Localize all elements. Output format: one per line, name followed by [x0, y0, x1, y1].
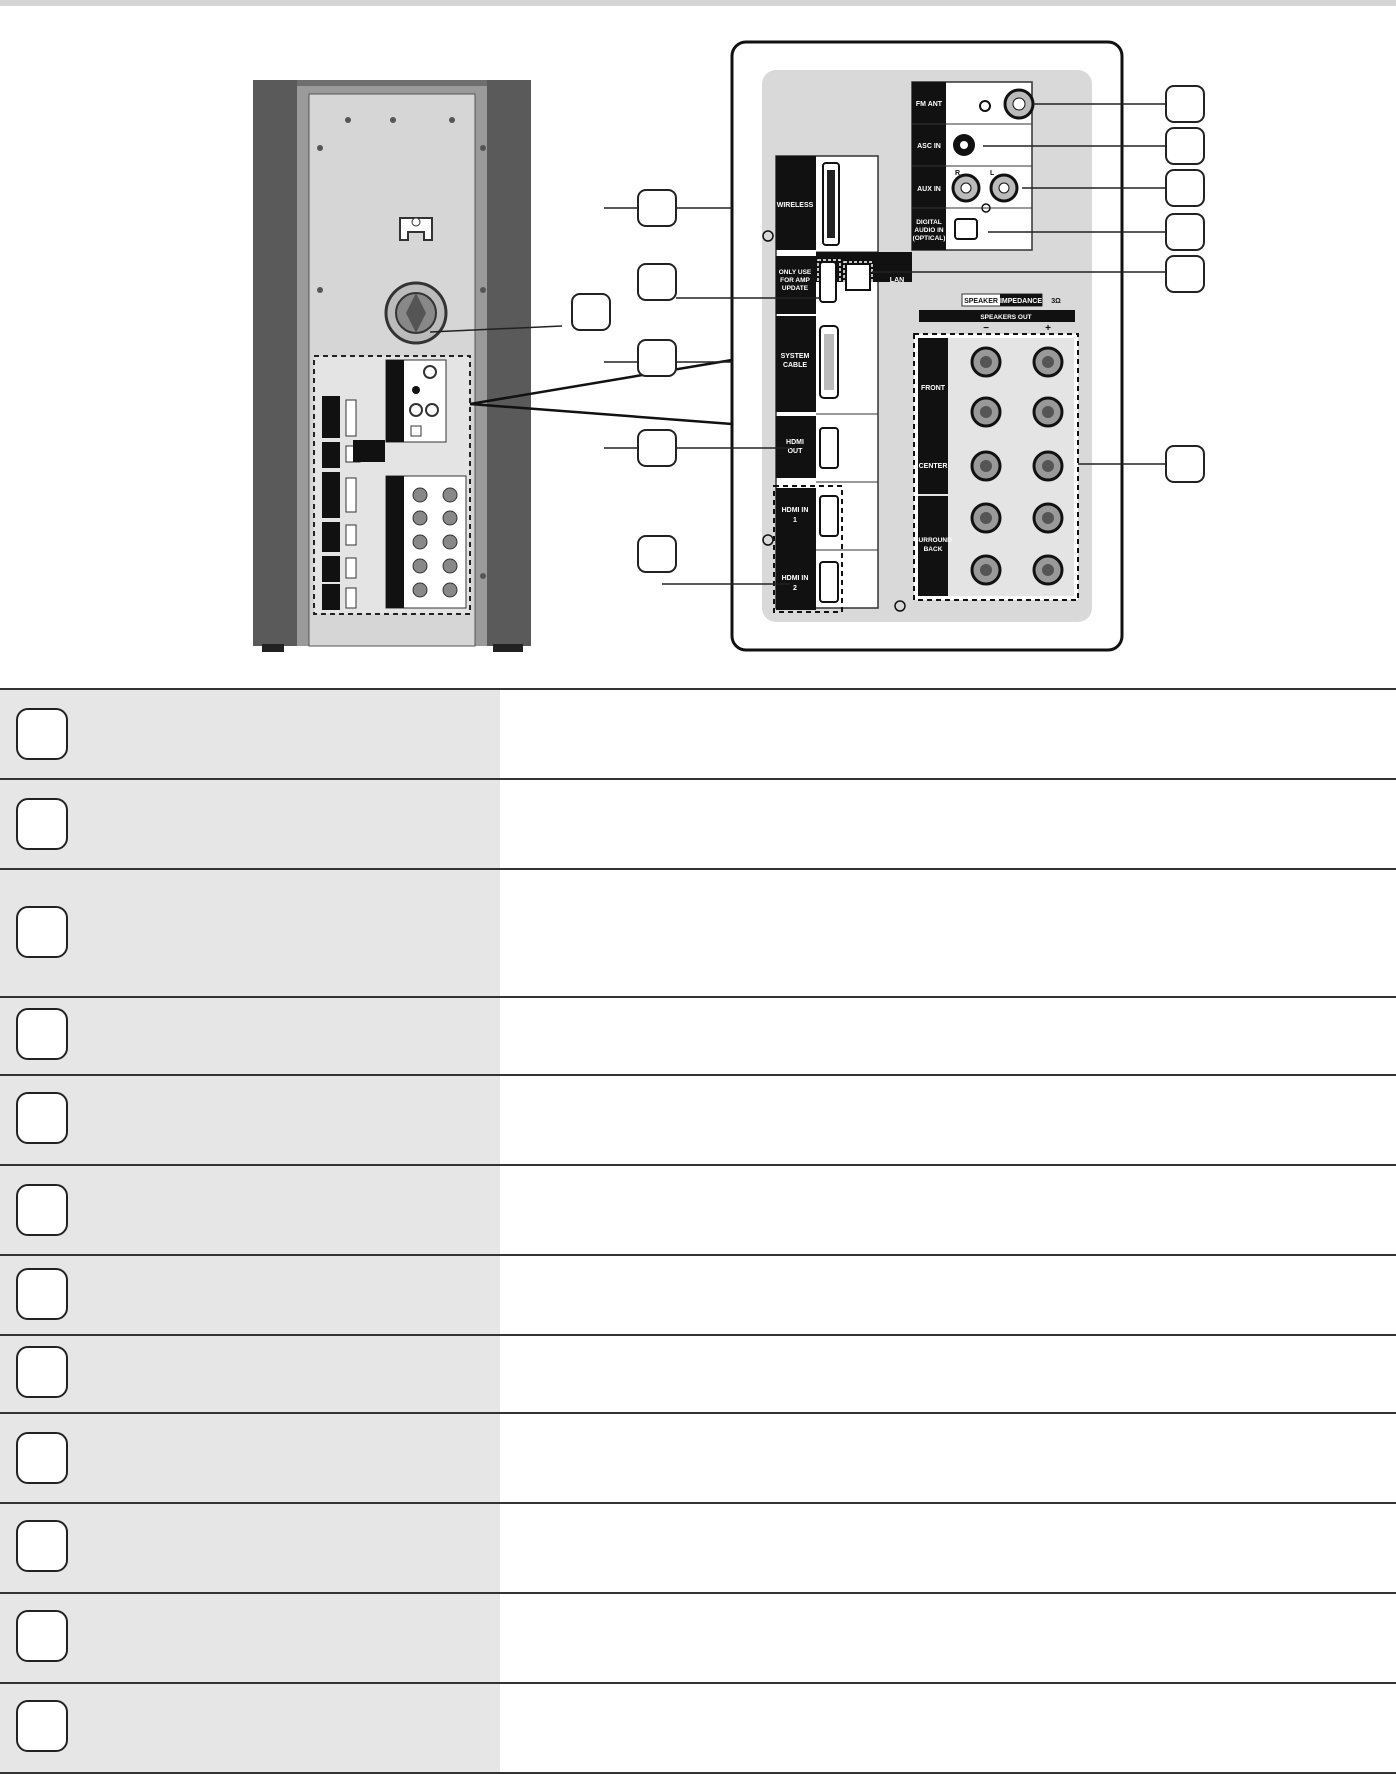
row-description-cell: [500, 870, 1396, 996]
table-row: [0, 1164, 1396, 1254]
front-label: FRONT: [920, 385, 946, 392]
row-description-cell: [500, 1684, 1396, 1772]
hdmi-in1-line2: 1: [793, 517, 797, 524]
row-number-badge: [16, 708, 68, 760]
system-cable-line2: CABLE: [782, 362, 808, 369]
system-cable-line1: SYSTEM: [780, 353, 810, 360]
row-label-cell: [0, 870, 500, 996]
row-number-badge: [16, 798, 68, 850]
ohm-label: 3Ω: [1051, 298, 1061, 305]
row-number-badge: [16, 1520, 68, 1572]
hdmi-in2-line2: 2: [793, 585, 797, 592]
plus-label: +: [1045, 323, 1051, 334]
table-row: [0, 1502, 1396, 1592]
row-description-cell: [500, 1166, 1396, 1254]
zoom-panel: [732, 42, 1122, 650]
table-row: [0, 1592, 1396, 1682]
row-number-badge: [16, 906, 68, 958]
speakers-out-label: SPEAKERS OUT: [980, 314, 1032, 321]
description-table: [0, 688, 1396, 1774]
table-row: [0, 996, 1396, 1074]
row-number-badge: [16, 1184, 68, 1236]
row-description-cell: [500, 780, 1396, 868]
lan-label: LAN: [889, 277, 905, 284]
aux-in-label: AUX IN: [917, 186, 941, 193]
only-use-line1: ONLY USE: [778, 269, 812, 276]
row-label-cell: [0, 780, 500, 868]
row-number-badge: [16, 1610, 68, 1662]
row-number-badge: [16, 1700, 68, 1752]
center-label: CENTER: [918, 463, 948, 470]
row-label-cell: [0, 1336, 500, 1412]
row-label-cell: [0, 1504, 500, 1592]
row-number-badge: [16, 1346, 68, 1398]
row-label-cell: [0, 690, 500, 778]
row-description-cell: [500, 1256, 1396, 1334]
row-number-badge: [16, 1008, 68, 1060]
only-use-line3: UPDATE: [781, 285, 809, 292]
row-number-badge: [16, 1432, 68, 1484]
digital-audio-line1: DIGITAL: [916, 219, 942, 226]
row-description-cell: [500, 690, 1396, 778]
row-label-cell: [0, 1684, 500, 1772]
table-row: [0, 1074, 1396, 1164]
table-row: [0, 778, 1396, 868]
wireless-label: WIRELESS: [776, 202, 814, 209]
row-label-cell: [0, 1166, 500, 1254]
hdmi-in2-line1: HDMI IN: [781, 575, 809, 582]
row-label-cell: [0, 1256, 500, 1334]
row-description-cell: [500, 1336, 1396, 1412]
row-description-cell: [500, 1414, 1396, 1502]
digital-audio-line2: AUDIO IN: [914, 227, 944, 234]
table-row: [0, 1412, 1396, 1502]
row-description-cell: [500, 1504, 1396, 1592]
row-description-cell: [500, 1594, 1396, 1682]
speaker-label: SPEAKER: [964, 298, 998, 305]
row-label-cell: [0, 1076, 500, 1164]
table-row: [0, 868, 1396, 996]
hdmi-in1-line1: HDMI IN: [781, 507, 809, 514]
table-row: [0, 688, 1396, 778]
row-label-cell: [0, 1414, 500, 1502]
aux-r-label: R: [955, 170, 961, 177]
hdmi-out-line2: OUT: [787, 448, 803, 455]
aux-l-label: L: [990, 170, 995, 177]
table-row: [0, 1254, 1396, 1334]
hdmi-out-line1: HDMI: [786, 439, 804, 446]
row-label-cell: [0, 998, 500, 1074]
unit-body: [253, 80, 531, 652]
only-use-line2: FOR AMP: [780, 277, 810, 284]
row-description-cell: [500, 1076, 1396, 1164]
digital-audio-line3: (OPTICAL): [912, 235, 946, 242]
fm-ant-label: FM ANT: [915, 101, 943, 108]
surround-back-line1: SURROUND: [914, 537, 952, 544]
asc-in-label: ASC IN: [917, 143, 941, 150]
minus-label: −: [983, 323, 989, 334]
row-number-badge: [16, 1092, 68, 1144]
table-row: [0, 1682, 1396, 1774]
row-description-cell: [500, 998, 1396, 1074]
rear-panel-illustration: [0, 0, 1396, 680]
table-row: [0, 1334, 1396, 1412]
impedance-label: IMPEDANCE: [999, 298, 1043, 305]
row-number-badge: [16, 1268, 68, 1320]
row-label-cell: [0, 1594, 500, 1682]
surround-back-line2: BACK: [923, 546, 943, 553]
